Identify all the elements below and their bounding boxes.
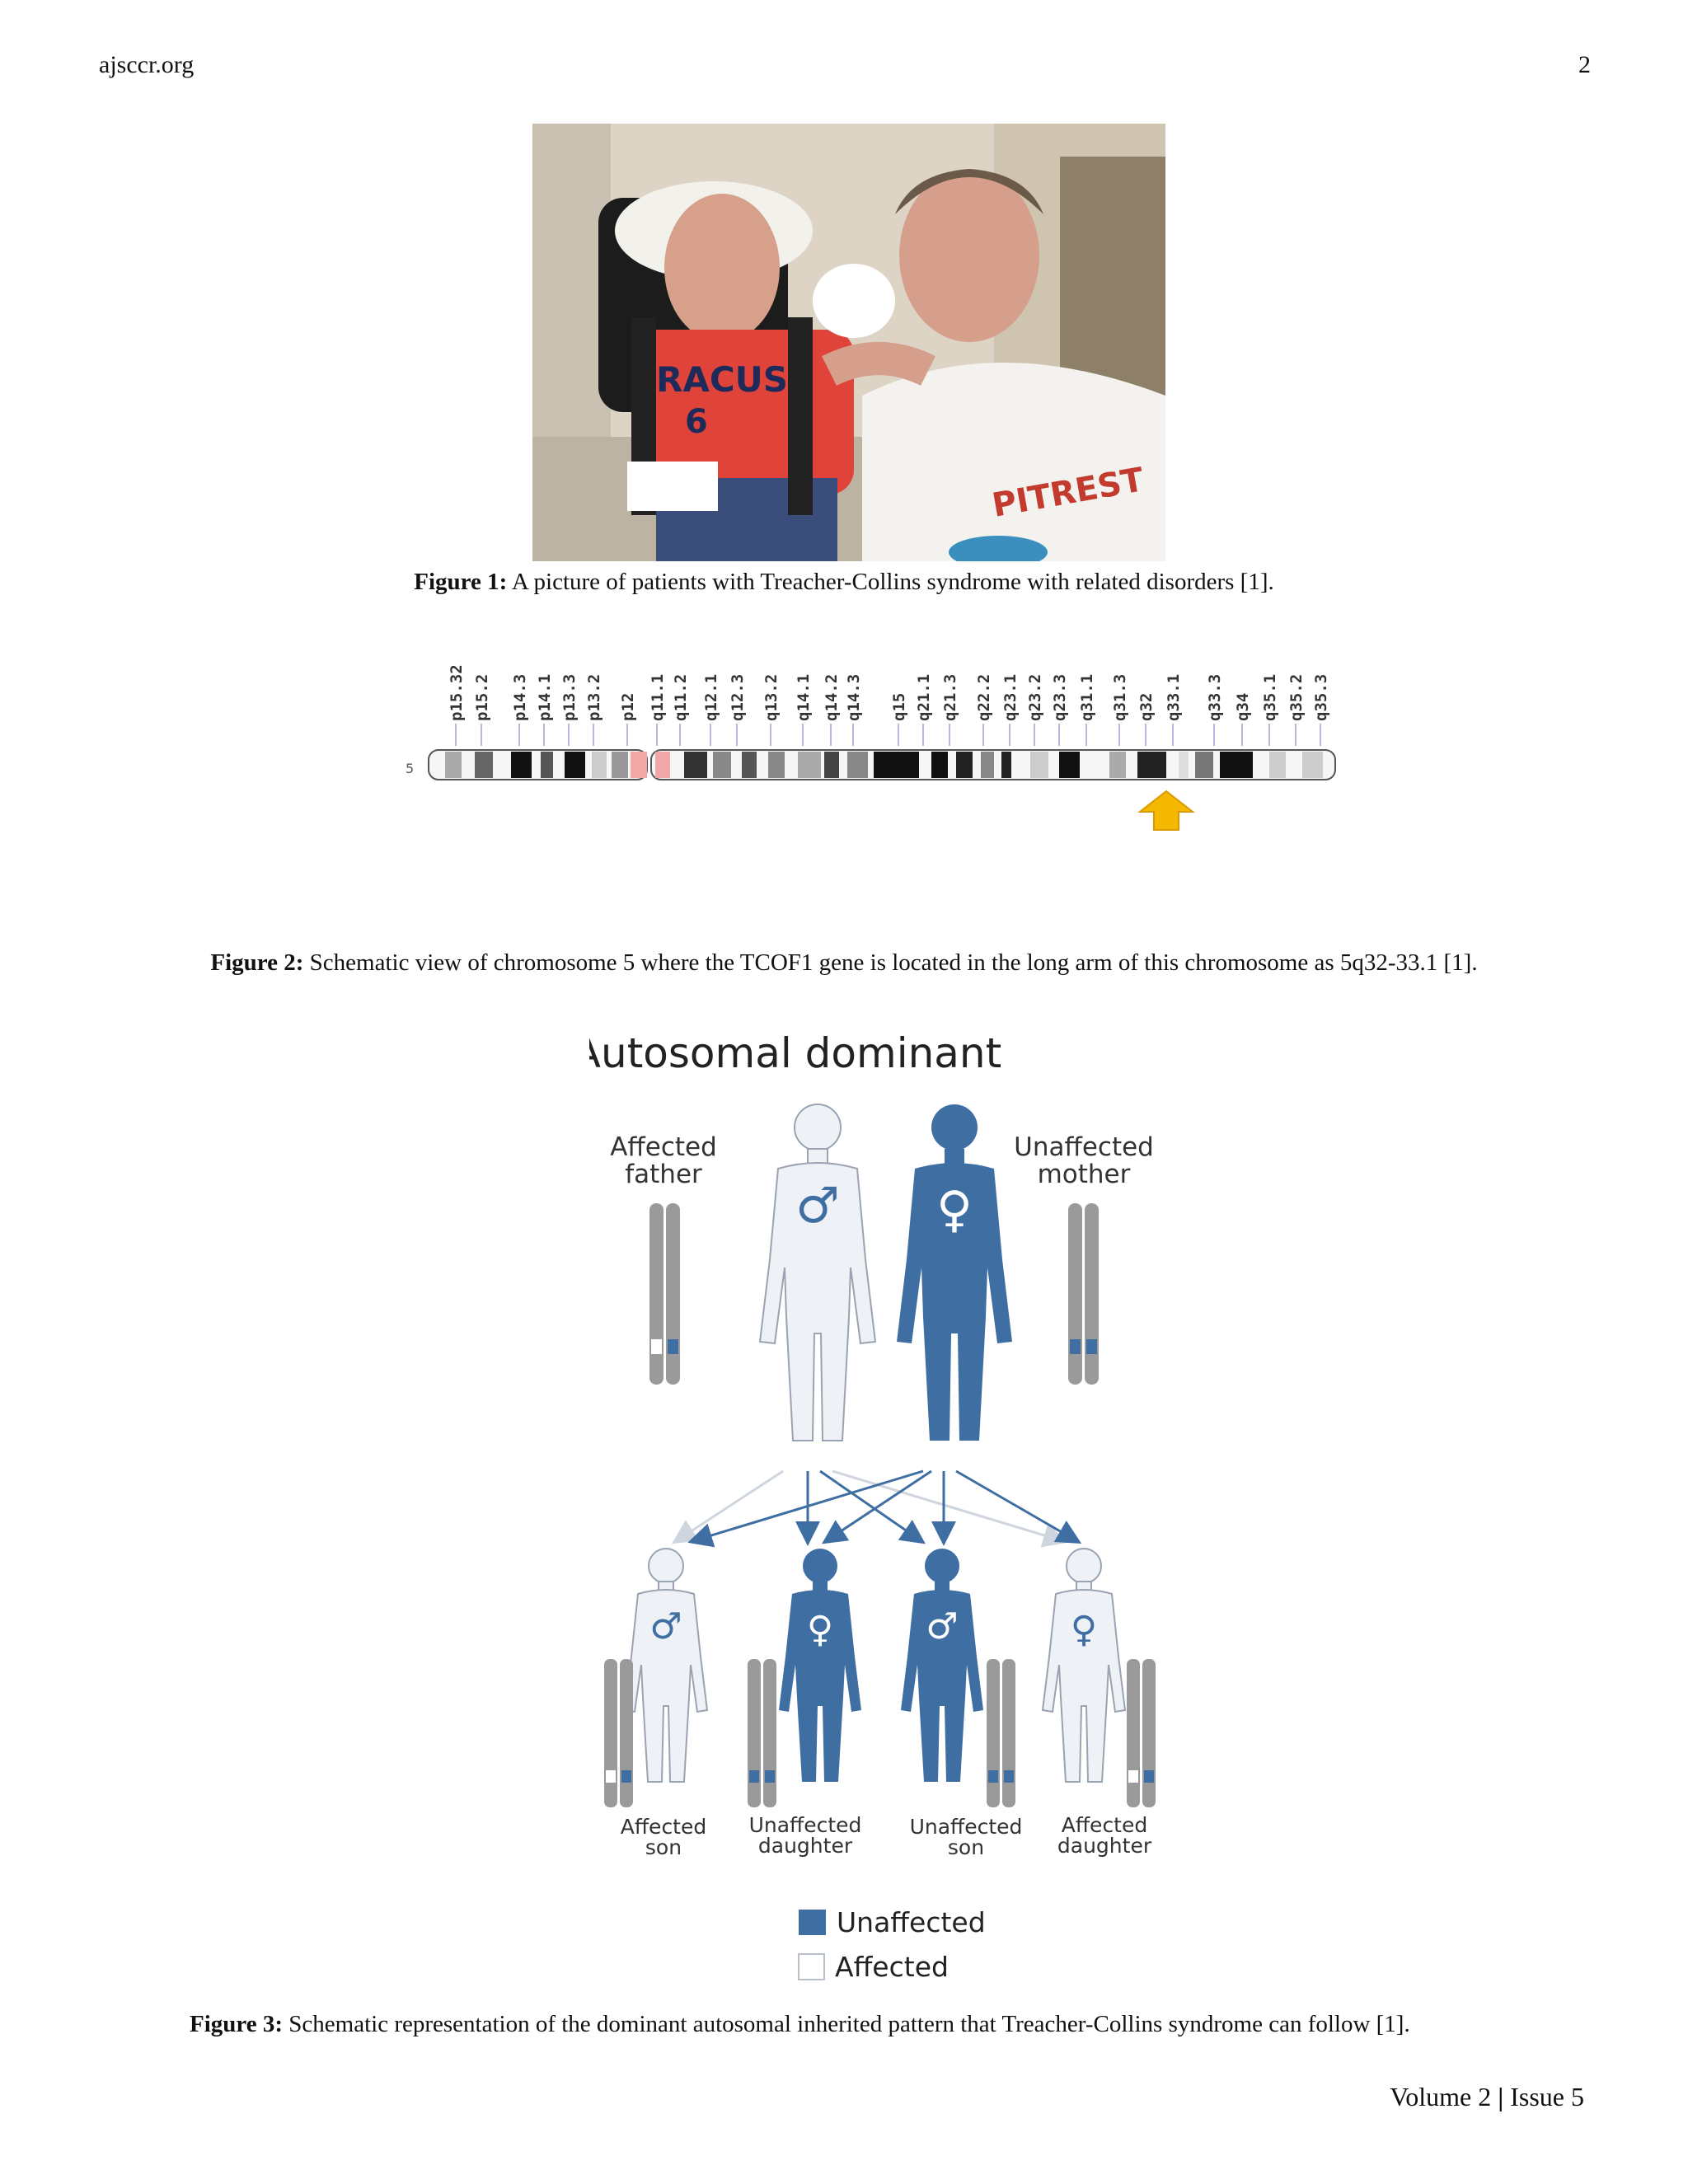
child-1-label-line1: Affected [620,1815,707,1839]
chromosome-number: 5 [406,761,415,776]
band-stripe [1179,752,1189,778]
child-4-label-line2: daughter [1057,1834,1152,1858]
volume-issue: Volume 2 | Issue 5 [1390,2082,1584,2111]
band-label: q14.2 [823,673,841,721]
band-stripe [1302,752,1323,778]
male-symbol-icon: ♂ [649,1605,682,1647]
band-label: q33.1 [1165,673,1183,721]
page-number: 2 [1578,51,1591,78]
band-label: q21.3 [941,673,959,721]
band-stripe [874,752,919,778]
band-stripe [565,752,585,778]
diagram-title: Autosomal dominant [589,1029,1002,1077]
band-stripe [511,752,532,778]
band-stripe [1059,752,1080,778]
band-label: q21.1 [915,673,933,721]
figure-2-label: Figure 2: [210,949,304,976]
band-stripe [742,752,757,778]
band-label: q32 [1137,692,1156,721]
chromosome-ideogram [396,639,1352,849]
figure-2-caption-text: Schematic view of chromosome 5 where the TCOF1 gene is located in the long arm of this chromosome as 5q32-33.1 [1]. [303,949,1478,976]
female-symbol-icon: ♀ [1070,1609,1098,1651]
male-symbol-icon: ♂ [926,1605,959,1647]
figure-3-caption [190,2011,1410,2038]
band-label: q35.2 [1287,673,1306,721]
legend-affected-label: Affected [835,1951,949,1983]
band-stripe [475,752,493,778]
band-label: q13.2 [762,673,781,721]
legend-unaffected-label: Unaffected [837,1906,986,1938]
band-label: q22.2 [975,673,993,721]
band-stripe [541,752,553,778]
child-affected-son [625,1549,707,1782]
band-stripe [612,752,628,778]
issue: Issue 5 [1510,2082,1584,2111]
band-label: q14.1 [795,673,813,721]
band-label: q23.1 [1001,673,1020,721]
band-label: q33.3 [1206,673,1224,721]
male-symbol-icon: ♂ [795,1177,840,1235]
band-label: q12.3 [729,673,747,721]
band-stripe [592,752,607,778]
patient-photo [532,124,1165,561]
child-affected-daughter [1043,1549,1125,1782]
shirt-text-2: PITREST [989,461,1147,525]
child-3-label-line2: son [947,1835,985,1859]
child-unaffected-son [901,1549,983,1782]
site-name: ajsccr.org [99,51,195,78]
figure-3-label: Figure 3: [190,2011,284,2037]
band-stripe [631,752,647,778]
band-label: p14.3 [511,673,529,721]
band-stripe [1195,752,1213,778]
figure-3-caption-text: Schematic representation of the dominant autosomal inherited pattern that Treacher-Collins syndrome can follow [1]. [283,2011,1410,2037]
band-label: p12 [619,692,637,721]
band-stripe [1137,752,1166,778]
band-stripe [445,752,462,778]
band-label: q34 [1234,692,1252,721]
band-stripe [768,752,785,778]
band-stripe [956,752,973,778]
band-stripe [1220,752,1253,778]
band-label: p14.1 [536,673,554,721]
band-label: p13.2 [585,673,603,721]
legend-affected-swatch [799,1954,824,1980]
female-symbol-icon: ♀ [936,1181,973,1239]
father-label-line2: father [625,1160,702,1189]
band-label: q23.2 [1026,673,1044,721]
mother-chromosomes [1068,1203,1099,1385]
figure-1-label: Figure 1: [414,569,508,595]
father-figure [760,1104,875,1441]
father-label-line1: Affected [610,1132,717,1162]
band-label: q31.1 [1078,673,1096,721]
band-stripe [1109,752,1126,778]
band-label: q23.3 [1051,673,1069,721]
band-stripe [824,752,839,778]
child-4-label-line1: Affected [1061,1813,1148,1837]
band-stripe [931,752,948,778]
band-label: q11.2 [672,673,690,721]
figure-1-caption [0,569,1688,596]
shirt-number: 6 [685,403,708,441]
location-arrow [1140,791,1193,830]
band-stripe [684,752,707,778]
band-label: q35.3 [1312,673,1330,721]
child-unaffected-daughter [779,1549,861,1782]
band-stripe [655,752,670,778]
legend-unaffected-swatch [799,1910,826,1935]
figure-2-caption [0,949,1688,977]
band-label: q15 [890,692,908,721]
band-stripe [1269,752,1286,778]
band-stripe [1001,752,1011,778]
band-stripe [981,752,994,778]
band-label: p15.2 [473,673,491,721]
shirt-text: RACUS [656,359,789,400]
child-3-label-line1: Unaffected [909,1815,1023,1839]
band-stripe [713,752,731,778]
volume: Volume 2 [1390,2082,1492,2111]
child-2-label-line2: daughter [757,1834,853,1858]
band-label: q12.1 [702,673,720,721]
band-stripe [1030,752,1048,778]
child-2-label-line1: Unaffected [748,1813,862,1837]
mother-figure [897,1104,1012,1441]
band-label: p13.3 [560,673,579,721]
mother-label-line1: Unaffected [1014,1132,1154,1162]
inheritance-diagram [589,1014,1183,1986]
mother-label-line2: mother [1037,1160,1131,1189]
figure-1-caption-text: A picture of patients with Treacher-Collins syndrome with related disorders [1]. [507,569,1274,595]
female-symbol-icon: ♀ [806,1609,834,1651]
inheritance-arrows [676,1471,1077,1541]
band-label: q31.3 [1111,673,1129,721]
band-stripe [847,752,868,778]
band-stripe [798,752,821,778]
band-label: q14.3 [845,673,863,721]
band-label: p15.32 [448,664,466,721]
father-chromosomes [649,1203,680,1385]
child-1-label-line2: son [645,1835,682,1859]
band-label: q35.1 [1261,673,1279,721]
band-label: q11.1 [649,673,667,721]
